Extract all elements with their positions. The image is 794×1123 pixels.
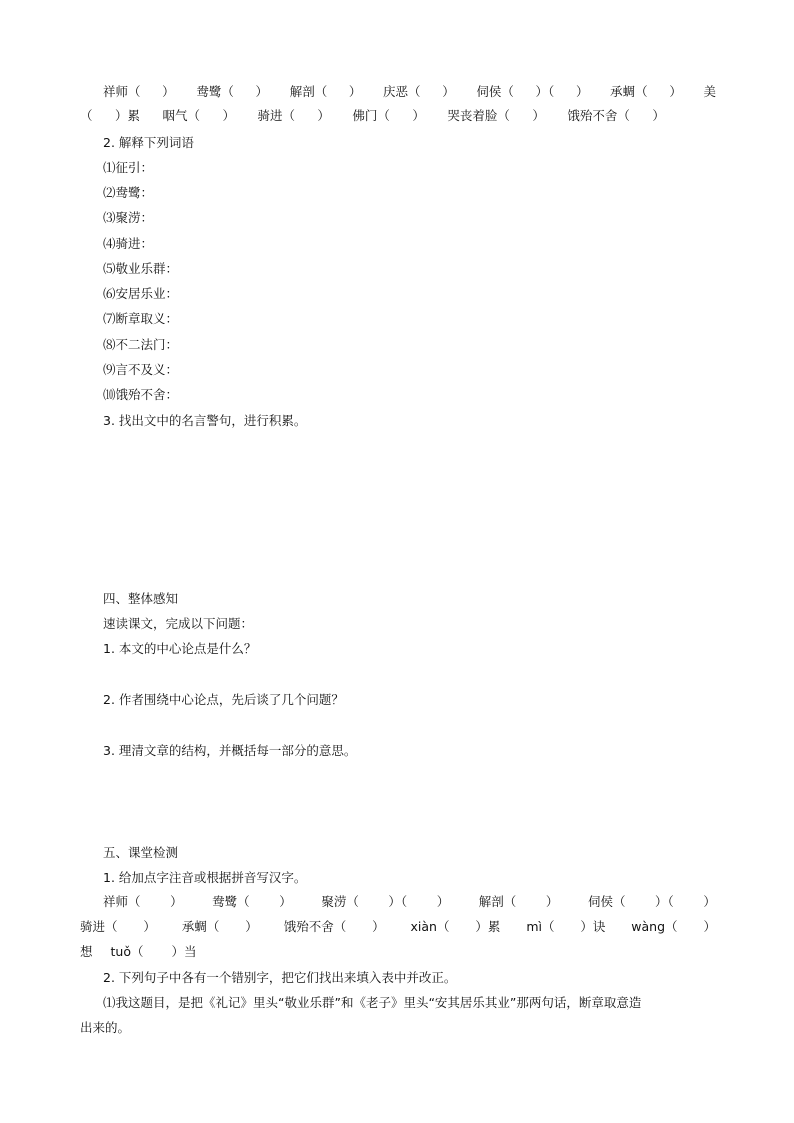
term-item: ⑸敬业乐群： xyxy=(103,261,179,276)
paragraph-line: ⑴我这题目，是把《礼记》里头“敬业乐群”和《老子》里头“安其居乐其业”那两句话，断章取意造 xyxy=(103,995,642,1010)
term-item: ⑴征引： xyxy=(103,160,154,175)
blank-cell: 骑进（ xyxy=(80,919,118,934)
blank-cell: ） xyxy=(532,108,545,123)
blank-cell: ） xyxy=(669,84,682,99)
blank-cell: 哭丧着脸（ xyxy=(447,108,510,123)
term-item: ⑶聚涝： xyxy=(103,210,154,225)
term-item: ⑻不二法门： xyxy=(103,337,179,352)
blank-cell: 聚涝（ xyxy=(321,894,359,909)
blank-row-4 xyxy=(80,919,716,935)
blank-cell: ） xyxy=(412,108,425,123)
term-item: ⑷骑进： xyxy=(103,236,154,251)
blank-cell: ）（ xyxy=(535,84,555,99)
blank-cell: 鸯鹭（ xyxy=(196,84,234,99)
blank-cell: 想 xyxy=(80,944,93,959)
blank-cell: 解剖（ xyxy=(289,84,328,99)
blank-cell: ） xyxy=(279,894,292,909)
blank-cell: ） xyxy=(436,894,450,909)
term-item: ⑵鸯鹭： xyxy=(103,185,154,200)
section-title: 四、整体感知 xyxy=(103,591,179,606)
blank-cell: 饿殆不舍（ xyxy=(283,919,347,934)
blank-cell: xiàn（ xyxy=(410,919,450,934)
blank-cell: ）诀 xyxy=(580,919,606,934)
blank-cell: ） xyxy=(652,108,665,123)
blank-cell: 承蜩（ xyxy=(610,84,648,99)
blank-cell: ） xyxy=(245,919,258,934)
blank-cell: ）累 xyxy=(475,919,501,934)
blank-row-5 xyxy=(80,944,197,960)
blank-cell: ）当 xyxy=(171,944,197,959)
blank-cell: ） xyxy=(317,108,330,123)
question-text: 1. 本文的中心论点是什么？ xyxy=(103,641,257,656)
blank-cell: 伺侯（ xyxy=(587,894,626,909)
question-title: 3. 找出文中的名言警句，进行积累。 xyxy=(103,413,307,428)
blank-cell: 骑进（ xyxy=(257,108,295,123)
blank-cell: 解剖（ xyxy=(478,894,517,909)
blank-cell: ） xyxy=(703,894,716,909)
blank-cell: 美 xyxy=(703,84,716,99)
blank-cell: ） xyxy=(222,108,235,123)
blank-cell: ） xyxy=(372,919,385,934)
blank-cell: 佛门（ xyxy=(352,108,390,123)
blank-cell: ） xyxy=(575,84,589,99)
blank-cell: 庆恶（ xyxy=(383,84,421,99)
blank-row-1 xyxy=(103,84,716,100)
blank-cell: ）（ xyxy=(655,894,674,909)
blank-cell: ）（ xyxy=(388,894,408,909)
term-item: ⑽饿殆不舍： xyxy=(103,387,179,402)
blank-cell: ）累 xyxy=(114,108,140,123)
question-text: 3. 理清文章的结构，并概括每一部分的意思。 xyxy=(103,743,357,758)
blank-cell: 祥师（ xyxy=(103,84,141,99)
blank-cell: ） xyxy=(703,919,716,934)
blank-cell: 咽气（ xyxy=(162,108,200,123)
blank-cell: tuǒ（ xyxy=(110,944,144,959)
blank-cell: 承蜩（ xyxy=(181,919,220,934)
term-item: ⑼言不及义： xyxy=(103,362,179,377)
paragraph-line: 出来的。 xyxy=(80,1020,131,1035)
instruction-text: 速读课文，完成以下问题： xyxy=(103,616,254,631)
section-title: 五、课堂检测 xyxy=(103,845,179,860)
question-title: 2. 下列句子中各有一个错别字，把它们找出来填入表中并改正。 xyxy=(103,970,457,985)
question-title: 1. 给加点字注音或根据拼音写汉字。 xyxy=(103,870,307,885)
blank-row-2 xyxy=(80,108,665,124)
blank-cell: ） xyxy=(442,84,455,99)
blank-cell: ） xyxy=(143,919,156,934)
blank-cell: ） xyxy=(162,84,175,99)
blank-cell: ） xyxy=(170,894,183,909)
term-item: ⑺断章取义： xyxy=(103,311,179,326)
blank-cell: 鸯鹭（ xyxy=(212,894,250,909)
term-item: ⑹安居乐业： xyxy=(103,286,179,301)
blank-cell: mì（ xyxy=(526,919,555,934)
question-title: 2. 解释下列词语 xyxy=(103,135,194,150)
blank-cell: wàng（ xyxy=(631,919,678,934)
blank-cell: ） xyxy=(255,84,269,99)
blank-cell: 伺侯（ xyxy=(476,84,514,99)
question-text: 2. 作者围绕中心论点，先后谈了几个问题？ xyxy=(103,692,344,707)
blank-row-3 xyxy=(103,894,716,910)
blank-cell: 祥师（ xyxy=(103,894,141,909)
blank-cell: （ xyxy=(80,108,93,123)
blank-cell: 饿殆不舍（ xyxy=(567,108,630,123)
blank-cell: ） xyxy=(348,84,362,99)
blank-cell: ） xyxy=(545,894,559,909)
